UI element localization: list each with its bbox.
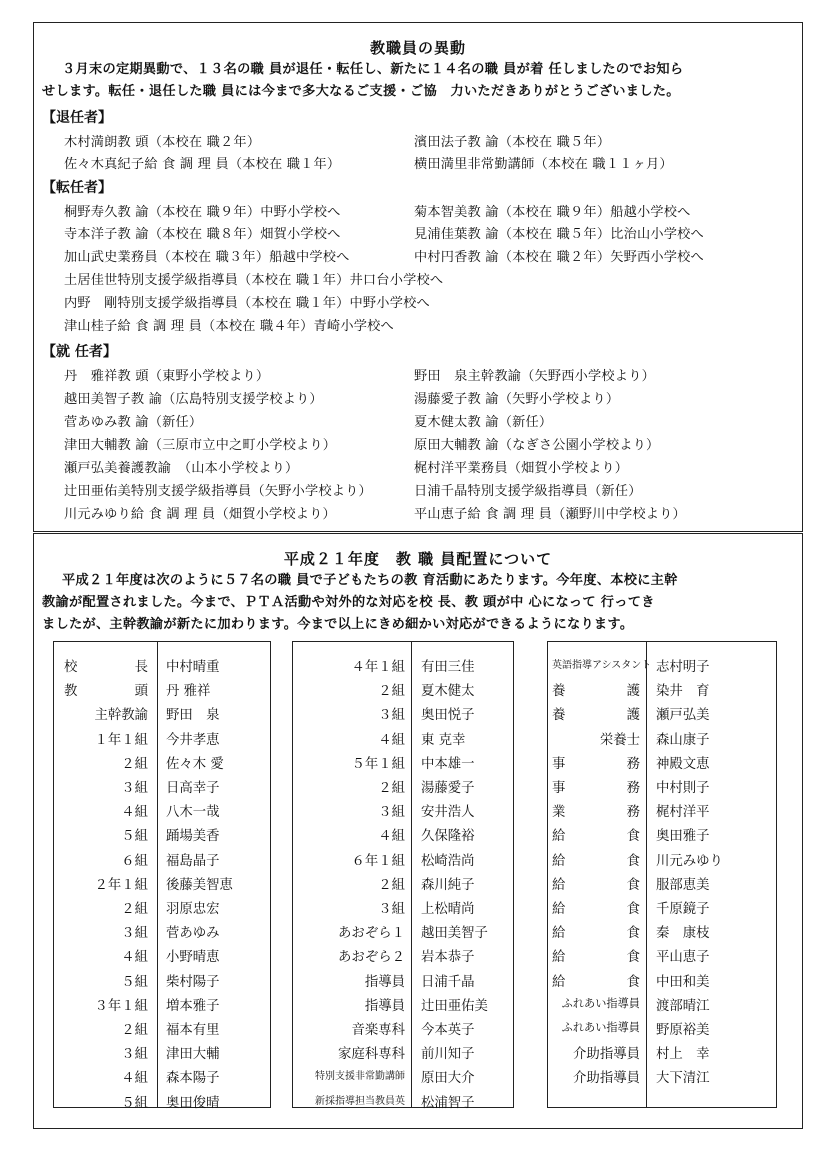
staff-name: 湯藤愛子	[421, 781, 475, 796]
transferred-entry: 寺本洋子教 諭（本校在 職８年）畑賀小学校へ	[64, 227, 341, 242]
staff-role: 指導員	[364, 998, 405, 1014]
staff-name: 福本有里	[166, 1023, 220, 1038]
new-staff-entry: 湯藤愛子教 諭（矢野小学校より）	[414, 392, 620, 407]
intro-line-1: ３月末の定期異動で、１３名の職 員が退任・転任し、新たに１４名の職 員が着 任しましたのでお知ら	[62, 62, 684, 77]
staff-name: 大下清江	[656, 1071, 710, 1087]
transferred-entry: 見浦佳葉教 諭（本校在 職５年）比治山小学校へ	[414, 227, 704, 242]
staff-name: 松崎浩尚	[421, 853, 475, 869]
staff-assignment-section	[33, 533, 803, 1129]
staff-role: ２組	[378, 781, 405, 796]
staff-name: 踊場美香	[166, 829, 220, 845]
retired-entry: 濱田法子教 諭（本校在 職５年）	[414, 135, 611, 150]
staff-role: ２年１組	[94, 877, 148, 893]
staff-role: ５年１組	[351, 756, 405, 772]
staff-role: ４組	[121, 805, 148, 821]
staff-role: ２組	[378, 684, 405, 700]
staff-role: 給 食	[552, 853, 640, 869]
transferred-entry: 中村円香教 諭（本校在 職２年）矢野西小学校へ	[414, 250, 704, 265]
new-staff-entry: 川元みゆり給 食 調 理 員（畑賀小学校より）	[64, 507, 336, 522]
para-line-1: 平成２１年度は次のように５７名の職 員で子どもたちの教 育活動にあたります。今年度、本校に主幹	[62, 573, 678, 588]
staff-name: 奥田雅子	[656, 829, 710, 845]
intro-paragraph	[42, 59, 794, 103]
staff-name: 野原裕美	[656, 1023, 710, 1038]
staff-role: 教 頭	[64, 684, 148, 700]
staff-name: 福島晶子	[166, 853, 220, 869]
staff-name: 夏木健太	[421, 684, 475, 700]
staff-name: 今井孝恵	[166, 732, 220, 748]
new-staff-entry: 丹 雅祥教 頭（東野小学校より）	[64, 369, 270, 384]
staff-role: ６年１組	[351, 853, 405, 869]
staff-name: 中村則子	[656, 781, 710, 796]
staff-name: 上松晴尚	[421, 902, 475, 917]
staff-role: ２組	[121, 756, 148, 772]
staff-name: 中村晴重	[166, 660, 220, 675]
staff-name: 東 克幸	[421, 732, 466, 748]
staff-role: ５組	[121, 829, 148, 845]
staff-name: 染井 育	[656, 684, 710, 700]
new-staff-entry: 野田 泉主幹教諭（矢野西小学校より）	[414, 369, 655, 384]
transferred-entry: 土居佳世特別支援学級指導員（本校在 職１年）井口台小学校へ	[64, 273, 444, 288]
staff-role: 給 食	[552, 829, 640, 845]
staff-role: 給 食	[552, 974, 640, 990]
staff-role: 事 務	[552, 781, 640, 796]
section-title: 教職員の異動	[369, 39, 466, 57]
staff-name: 丹 雅祥	[166, 684, 211, 700]
staff-table-2	[292, 641, 514, 1111]
staff-role: ３組	[121, 1047, 148, 1063]
staff-name: 越田美智子	[421, 926, 488, 942]
staff-role: ３組	[378, 805, 405, 821]
staff-table-1	[53, 641, 271, 1111]
staff-name: 森川純子	[421, 877, 475, 893]
staff-name: 増本雅子	[166, 998, 220, 1014]
para-line-3: ましたが、主幹教諭が新たに加わります。今まで以上にきめ細かい対応ができるようになります。	[42, 617, 634, 632]
staff-name: 日高幸子	[166, 781, 220, 796]
staff-name: 八木一哉	[166, 805, 220, 821]
staff-role: ４組	[378, 732, 405, 748]
transferred-entry: 加山武史業務員（本校在 職３年）船越中学校へ	[64, 250, 350, 265]
staff-name: 平山恵子	[656, 950, 710, 966]
staff-role: 介助指導員	[573, 1047, 640, 1063]
staff-name: 柴村陽子	[166, 974, 220, 990]
staff-name: 森山康子	[656, 732, 710, 748]
staff-role: ５組	[121, 974, 148, 990]
staff-role: 給 食	[552, 877, 640, 893]
staff-name: 辻田亜佑美	[421, 998, 488, 1014]
new-staff-entry: 日浦千晶特別支援学級指導員（新任）	[414, 484, 642, 499]
staff-role: ３年１組	[94, 998, 148, 1014]
new-staff-heading: 【就 任者】	[42, 344, 117, 360]
staff-role: ４年１組	[351, 660, 405, 675]
staff-role: 校 長	[64, 660, 148, 675]
staff-role: １年１組	[94, 732, 148, 748]
staff-role: 養 護	[552, 708, 640, 724]
retired-entry: 横田満里非常勤講師（本校在 職１１ヶ月）	[414, 157, 673, 172]
staff-name: 梶村洋平	[656, 805, 710, 821]
staff-role: ３組	[378, 708, 405, 724]
retired-entry: 佐々木真紀子給 食 調 理 員（本校在 職１年）	[64, 157, 341, 172]
staff-role: ５組	[121, 1095, 148, 1111]
new-staff-entry: 菅あゆみ教 諭（新任）	[64, 415, 203, 430]
staff-role: ６組	[121, 853, 148, 869]
new-staff-entry: 瀬戸弘美養護教諭 （山本小学校より）	[64, 461, 299, 476]
para-line-2: 教諭が配置されました。今まで、ＰＴＡ活動や対外的な対応を校 長、教 頭が中 心になって 行ってき	[42, 595, 655, 610]
staff-role: ３組	[121, 781, 148, 796]
staff-table-3	[547, 641, 777, 1108]
staff-name: 奥田俊晴	[166, 1095, 220, 1111]
new-staff-entry: 辻田亜佑美特別支援学級指導員（矢野小学校より）	[64, 484, 372, 499]
staff-name: 佐々木 愛	[166, 756, 224, 772]
staff-role: 給 食	[552, 902, 640, 917]
assignment-paragraph	[42, 570, 794, 636]
staff-role: ふれあい指導員	[561, 996, 640, 1010]
transferred-entry: 桐野寿久教 諭（本校在 職９年）中野小学校へ	[64, 205, 341, 220]
new-staff-entry: 津田大輔教 諭（三原市立中之町小学校より）	[64, 438, 337, 453]
staff-name: 今本英子	[421, 1023, 475, 1038]
staff-role: あおぞら２	[338, 950, 405, 966]
staff-name: 岩本恭子	[421, 950, 475, 966]
staff-role: 事 務	[552, 756, 640, 772]
staff-name: 日浦千晶	[421, 974, 475, 990]
staff-name: 川元みゆり	[656, 853, 723, 869]
staff-transfer-section	[33, 22, 803, 532]
staff-role: 家庭科専科	[338, 1047, 405, 1063]
staff-role: ２組	[121, 1023, 148, 1038]
staff-name: 秦 康枝	[656, 926, 710, 942]
staff-role: ４組	[378, 829, 405, 845]
new-staff-entry: 平山恵子給 食 調 理 員（瀬野川中学校より）	[414, 507, 686, 522]
staff-role: ４組	[121, 1071, 148, 1087]
new-staff-entry: 夏木健太教 諭（新任）	[414, 415, 553, 430]
staff-name: 安井浩人	[421, 805, 475, 821]
staff-name: 志村明子	[656, 660, 710, 675]
staff-role: ４組	[121, 950, 148, 966]
section-title: 平成２１年度 教 職 員配置について	[283, 550, 553, 568]
staff-name: 前川知子	[421, 1047, 475, 1063]
staff-name: 中田和美	[656, 974, 710, 990]
transferred-heading: 【転任者】	[42, 180, 112, 196]
staff-role: 新採指導担当教員英	[315, 1095, 405, 1107]
staff-name: 瀬戸弘美	[656, 708, 710, 724]
new-staff-entry: 原田大輔教 諭（なぎさ公園小学校より）	[414, 438, 660, 453]
staff-name: 千原鏡子	[656, 902, 710, 917]
staff-name: 菅あゆみ	[166, 926, 220, 942]
staff-role: 給 食	[552, 950, 640, 966]
transferred-entry: 菊本智美教 諭（本校在 職９年）船越小学校へ	[414, 205, 691, 220]
staff-role: ふれあい指導員	[561, 1021, 640, 1034]
staff-name: 松浦智子	[421, 1095, 475, 1111]
staff-name: 奥田悦子	[421, 708, 475, 724]
staff-role: ３組	[378, 902, 405, 917]
staff-role: 栄養士	[599, 732, 640, 748]
new-staff-entry: 梶村洋平業務員（畑賀小学校より）	[414, 461, 629, 476]
staff-role: ３組	[121, 926, 148, 942]
staff-role: 介助指導員	[573, 1071, 640, 1087]
staff-role: 養 護	[552, 684, 640, 700]
staff-name: 羽原忠宏	[166, 902, 220, 917]
staff-name: 有田三佳	[421, 660, 475, 675]
staff-name: 渡部晴江	[656, 998, 710, 1014]
transferred-entry: 津山桂子給 食 調 理 員（本校在 職４年）青崎小学校へ	[64, 319, 394, 334]
retired-heading: 【退任者】	[42, 110, 112, 126]
retired-entry: 木村満朗教 頭（本校在 職２年）	[64, 135, 261, 150]
staff-name: 小野晴恵	[166, 950, 220, 966]
staff-name: 服部恵美	[656, 877, 710, 893]
new-staff-entry: 越田美智子教 諭（広島特別支援学校より）	[64, 392, 323, 407]
intro-line-2: せします。転任・退任した職 員には今まで多大なるご支援・ご協 力いただきありがとうございました。	[42, 84, 680, 99]
staff-name: 中本雄一	[421, 756, 475, 772]
staff-role: 英語指導アシスタント	[552, 660, 652, 671]
staff-name: 野田 泉	[166, 708, 220, 724]
staff-name: 神殿文恵	[656, 756, 710, 772]
staff-name: 津田大輔	[166, 1047, 220, 1063]
staff-name: 森本陽子	[166, 1071, 220, 1087]
staff-role: ２組	[378, 877, 405, 893]
transferred-entry: 内野 剛特別支援学級指導員（本校在 職１年）中野小学校へ	[64, 296, 430, 311]
staff-role: ２組	[121, 902, 148, 917]
staff-role: あおぞら１	[338, 926, 405, 942]
staff-role: 給 食	[552, 926, 640, 942]
staff-role: 特別支援非常勤講師	[315, 1071, 405, 1083]
staff-name: 村上 幸	[656, 1047, 710, 1063]
staff-role: 音楽専科	[351, 1023, 405, 1038]
staff-name: 後藤美智恵	[166, 877, 233, 893]
staff-name: 久保隆裕	[421, 829, 475, 845]
staff-name: 原田大介	[421, 1071, 475, 1087]
staff-role: 指導員	[364, 974, 405, 990]
staff-role: 主幹教諭	[94, 708, 148, 724]
staff-role: 業 務	[552, 805, 640, 821]
